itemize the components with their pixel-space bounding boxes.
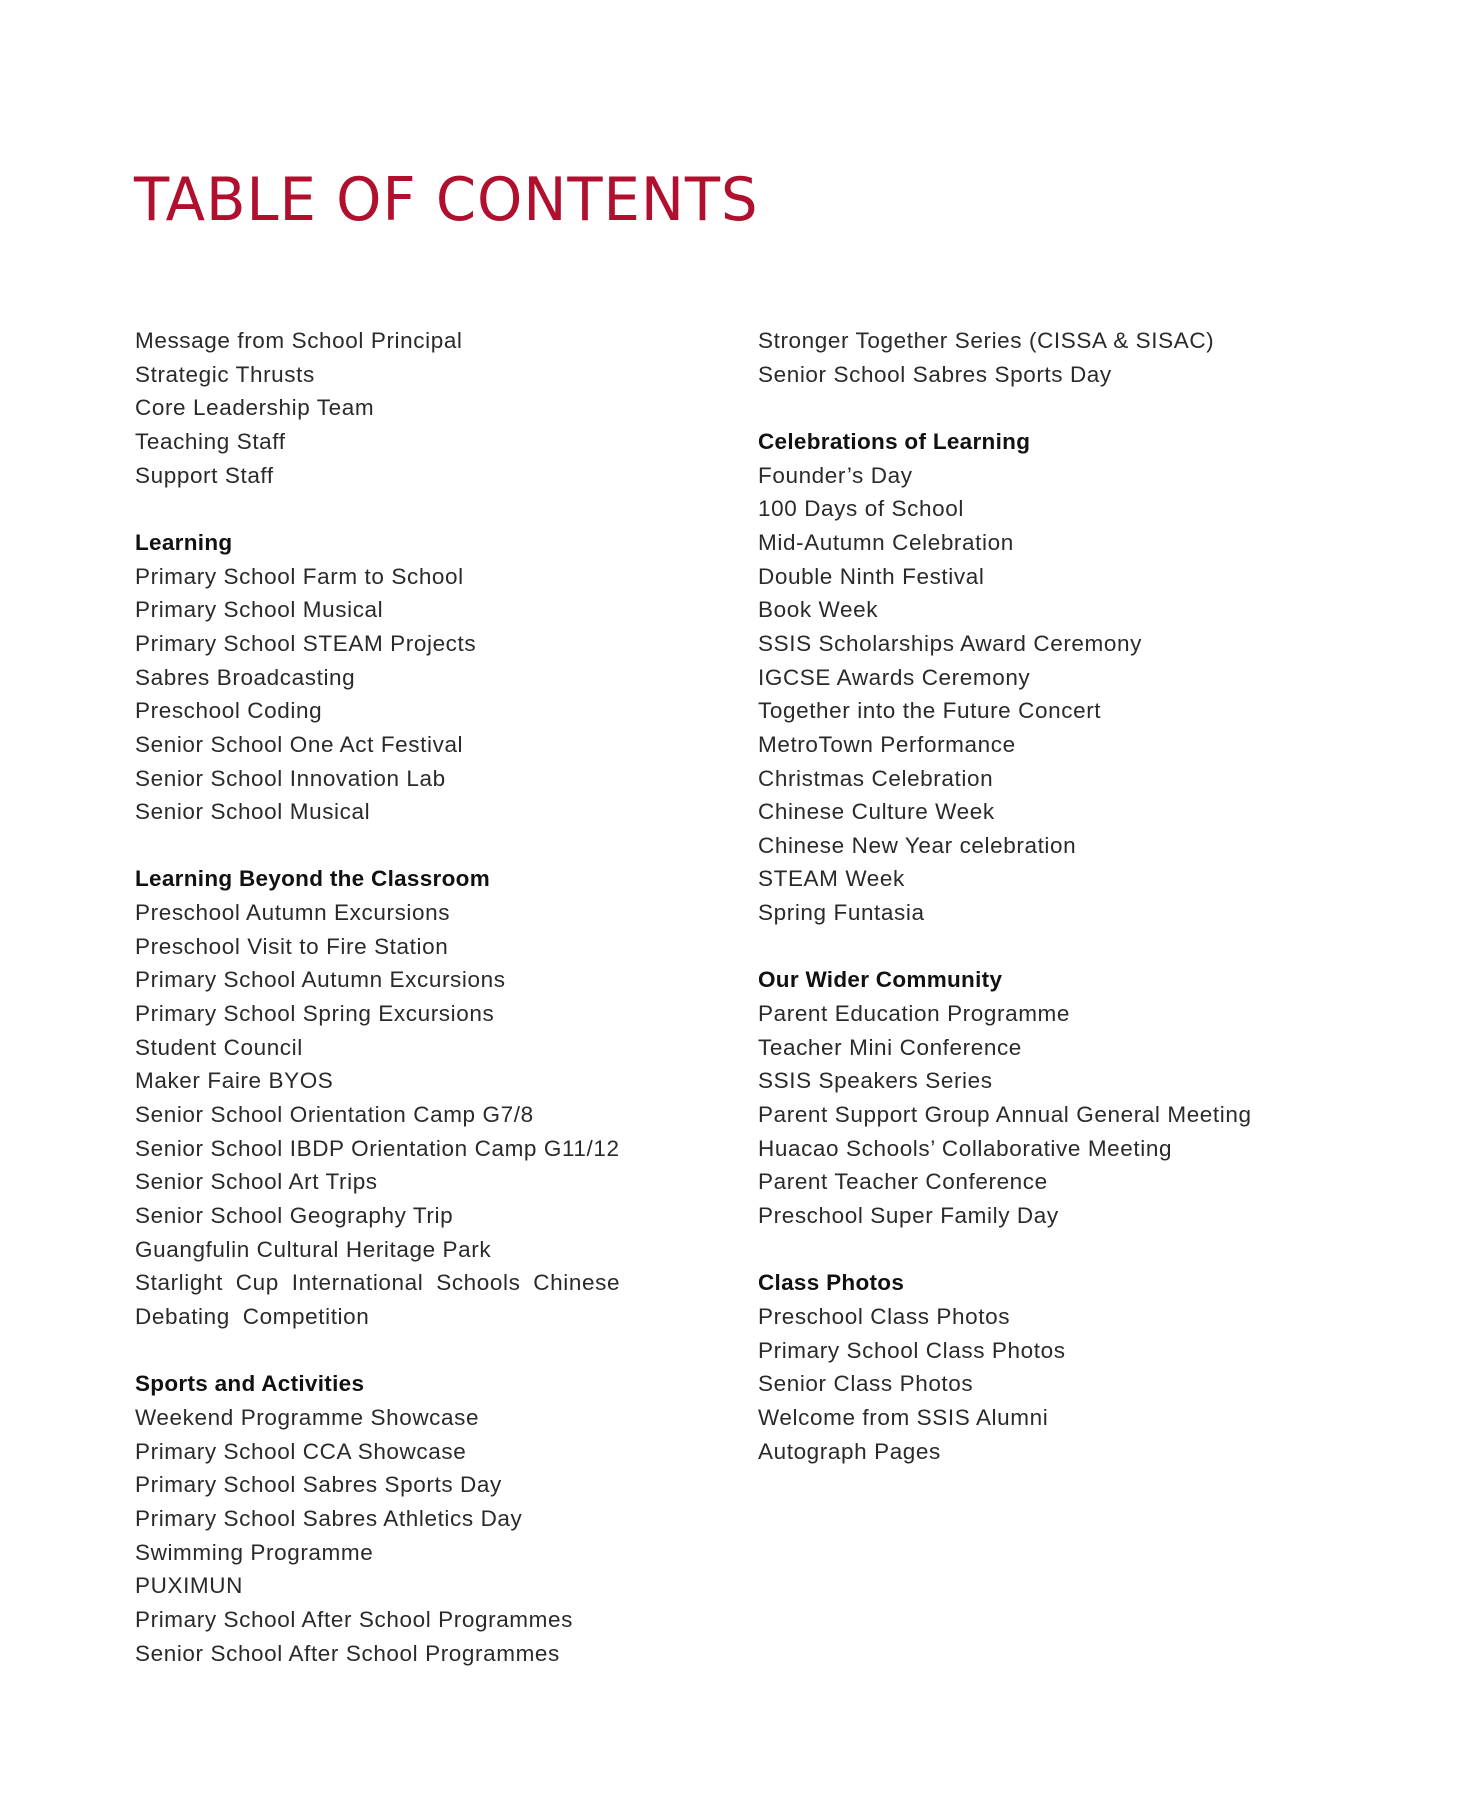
section-heading[interactable]: Sports and Activities bbox=[135, 1371, 365, 1397]
toc-item[interactable]: Christmas Celebration bbox=[758, 765, 994, 791]
toc-item[interactable]: Primary School Farm to School bbox=[135, 563, 464, 589]
toc-item[interactable]: Teaching Staff bbox=[135, 428, 286, 454]
toc-item[interactable]: Sabres Broadcasting bbox=[135, 664, 356, 690]
toc-item[interactable]: Chinese Culture Week bbox=[758, 799, 995, 825]
toc-item[interactable]: PUXIMUN bbox=[135, 1573, 243, 1599]
toc-item[interactable]: Primary School Autumn Excursions bbox=[135, 967, 506, 993]
toc-item[interactable]: Core Leadership Team bbox=[135, 395, 375, 421]
section-heading[interactable]: Our Wider Community bbox=[758, 967, 1003, 993]
toc-left-column bbox=[135, 324, 635, 1704]
toc-item[interactable]: Welcome from SSIS Alumni bbox=[758, 1404, 1049, 1430]
toc-item[interactable]: IGCSE Awards Ceremony bbox=[758, 664, 1031, 690]
section-heading[interactable]: Celebrations of Learning bbox=[758, 428, 1031, 454]
section-heading[interactable]: Learning bbox=[135, 529, 233, 555]
toc-item[interactable]: Preschool Visit to Fire Station bbox=[135, 933, 449, 959]
toc-right-column bbox=[758, 324, 1318, 1502]
toc-item[interactable]: Primary School Class Photos bbox=[758, 1337, 1066, 1363]
toc-item[interactable]: Senior School Orientation Camp G7/8 bbox=[135, 1102, 534, 1128]
section-heading[interactable]: Class Photos bbox=[758, 1270, 905, 1296]
toc-item[interactable]: Founder’s Day bbox=[758, 462, 913, 488]
toc-section-sports-continued bbox=[758, 324, 1318, 391]
toc-item[interactable]: MetroTown Performance bbox=[758, 731, 1016, 757]
toc-item[interactable]: Autograph Pages bbox=[758, 1438, 941, 1464]
toc-section-intro bbox=[135, 324, 635, 492]
toc-section-celebrations bbox=[758, 425, 1318, 930]
toc-item[interactable]: Starlight Cup International Schools Chinese Debating Competition bbox=[135, 1270, 621, 1329]
toc-item[interactable]: Chinese New Year celebration bbox=[758, 832, 1077, 858]
toc-item[interactable]: Senior School Sabres Sports Day bbox=[758, 361, 1112, 387]
toc-item[interactable]: Senior School One Act Festival bbox=[135, 731, 464, 757]
toc-item[interactable]: Preschool Coding bbox=[135, 698, 323, 724]
toc-item[interactable]: Guangfulin Cultural Heritage Park bbox=[135, 1236, 492, 1262]
toc-item[interactable]: Strategic Thrusts bbox=[135, 361, 315, 387]
toc-section-learning bbox=[135, 526, 635, 829]
toc-item[interactable]: Senior School Art Trips bbox=[135, 1169, 378, 1195]
toc-item[interactable]: Senior School After School Programmes bbox=[135, 1640, 560, 1666]
toc-section-learning-beyond-classroom bbox=[135, 862, 635, 1333]
toc-section-class-photos bbox=[758, 1266, 1318, 1468]
toc-item[interactable]: Primary School Spring Excursions bbox=[135, 1001, 495, 1027]
toc-item[interactable]: Teacher Mini Conference bbox=[758, 1034, 1022, 1060]
toc-item[interactable]: Together into the Future Concert bbox=[758, 698, 1102, 724]
toc-item[interactable]: Mid-Autumn Celebration bbox=[758, 529, 1014, 555]
toc-item[interactable]: Parent Teacher Conference bbox=[758, 1169, 1048, 1195]
page-title: TABLE OF CONTENTS bbox=[134, 165, 759, 235]
toc-item[interactable]: Primary School STEAM Projects bbox=[135, 630, 477, 656]
toc-item[interactable]: Parent Support Group Annual General Meeting bbox=[758, 1102, 1252, 1128]
toc-item[interactable]: Stronger Together Series (CISSA & SISAC) bbox=[758, 328, 1215, 353]
toc-item[interactable]: Senior School IBDP Orientation Camp G11/12 bbox=[135, 1135, 620, 1161]
toc-item[interactable]: 100 Days of School bbox=[758, 496, 964, 522]
toc-item[interactable]: Message from School Principal bbox=[135, 328, 463, 353]
toc-item[interactable]: Swimming Programme bbox=[135, 1539, 374, 1565]
toc-item[interactable]: Preschool Class Photos bbox=[758, 1303, 1011, 1329]
toc-item[interactable]: Senior School Musical bbox=[135, 799, 371, 825]
toc-item[interactable]: Double Ninth Festival bbox=[758, 563, 985, 589]
toc-item[interactable]: Maker Faire BYOS bbox=[135, 1068, 334, 1094]
toc-item[interactable]: Primary School After School Programmes bbox=[135, 1606, 573, 1632]
toc-item[interactable]: Senior Class Photos bbox=[758, 1371, 974, 1397]
toc-item[interactable]: Primary School CCA Showcase bbox=[135, 1438, 467, 1464]
toc-item[interactable]: Primary School Sabres Sports Day bbox=[135, 1472, 502, 1498]
toc-item[interactable]: Preschool Autumn Excursions bbox=[135, 900, 451, 926]
toc-item[interactable]: Senior School Geography Trip bbox=[135, 1203, 454, 1229]
toc-item[interactable]: STEAM Week bbox=[758, 866, 905, 892]
toc-item[interactable]: SSIS Speakers Series bbox=[758, 1068, 993, 1094]
toc-item[interactable]: Parent Education Programme bbox=[758, 1001, 1070, 1027]
toc-item[interactable]: Preschool Super Family Day bbox=[758, 1203, 1059, 1229]
toc-item[interactable]: Huacao Schools’ Collaborative Meeting bbox=[758, 1135, 1173, 1161]
toc-item[interactable]: Spring Funtasia bbox=[758, 900, 925, 926]
toc-section-wider-community bbox=[758, 963, 1318, 1232]
toc-item[interactable]: Student Council bbox=[135, 1034, 303, 1060]
toc-item[interactable]: Weekend Programme Showcase bbox=[135, 1404, 480, 1430]
toc-item[interactable]: Senior School Innovation Lab bbox=[135, 765, 446, 791]
toc-item[interactable]: SSIS Scholarships Award Ceremony bbox=[758, 630, 1142, 656]
toc-item[interactable]: Primary School Sabres Athletics Day bbox=[135, 1505, 523, 1531]
toc-item[interactable]: Book Week bbox=[758, 597, 879, 623]
toc-item[interactable]: Primary School Musical bbox=[135, 597, 384, 623]
toc-item[interactable]: Support Staff bbox=[135, 462, 274, 488]
section-heading[interactable]: Learning Beyond the Classroom bbox=[135, 866, 491, 892]
toc-section-sports-activities bbox=[135, 1367, 635, 1670]
